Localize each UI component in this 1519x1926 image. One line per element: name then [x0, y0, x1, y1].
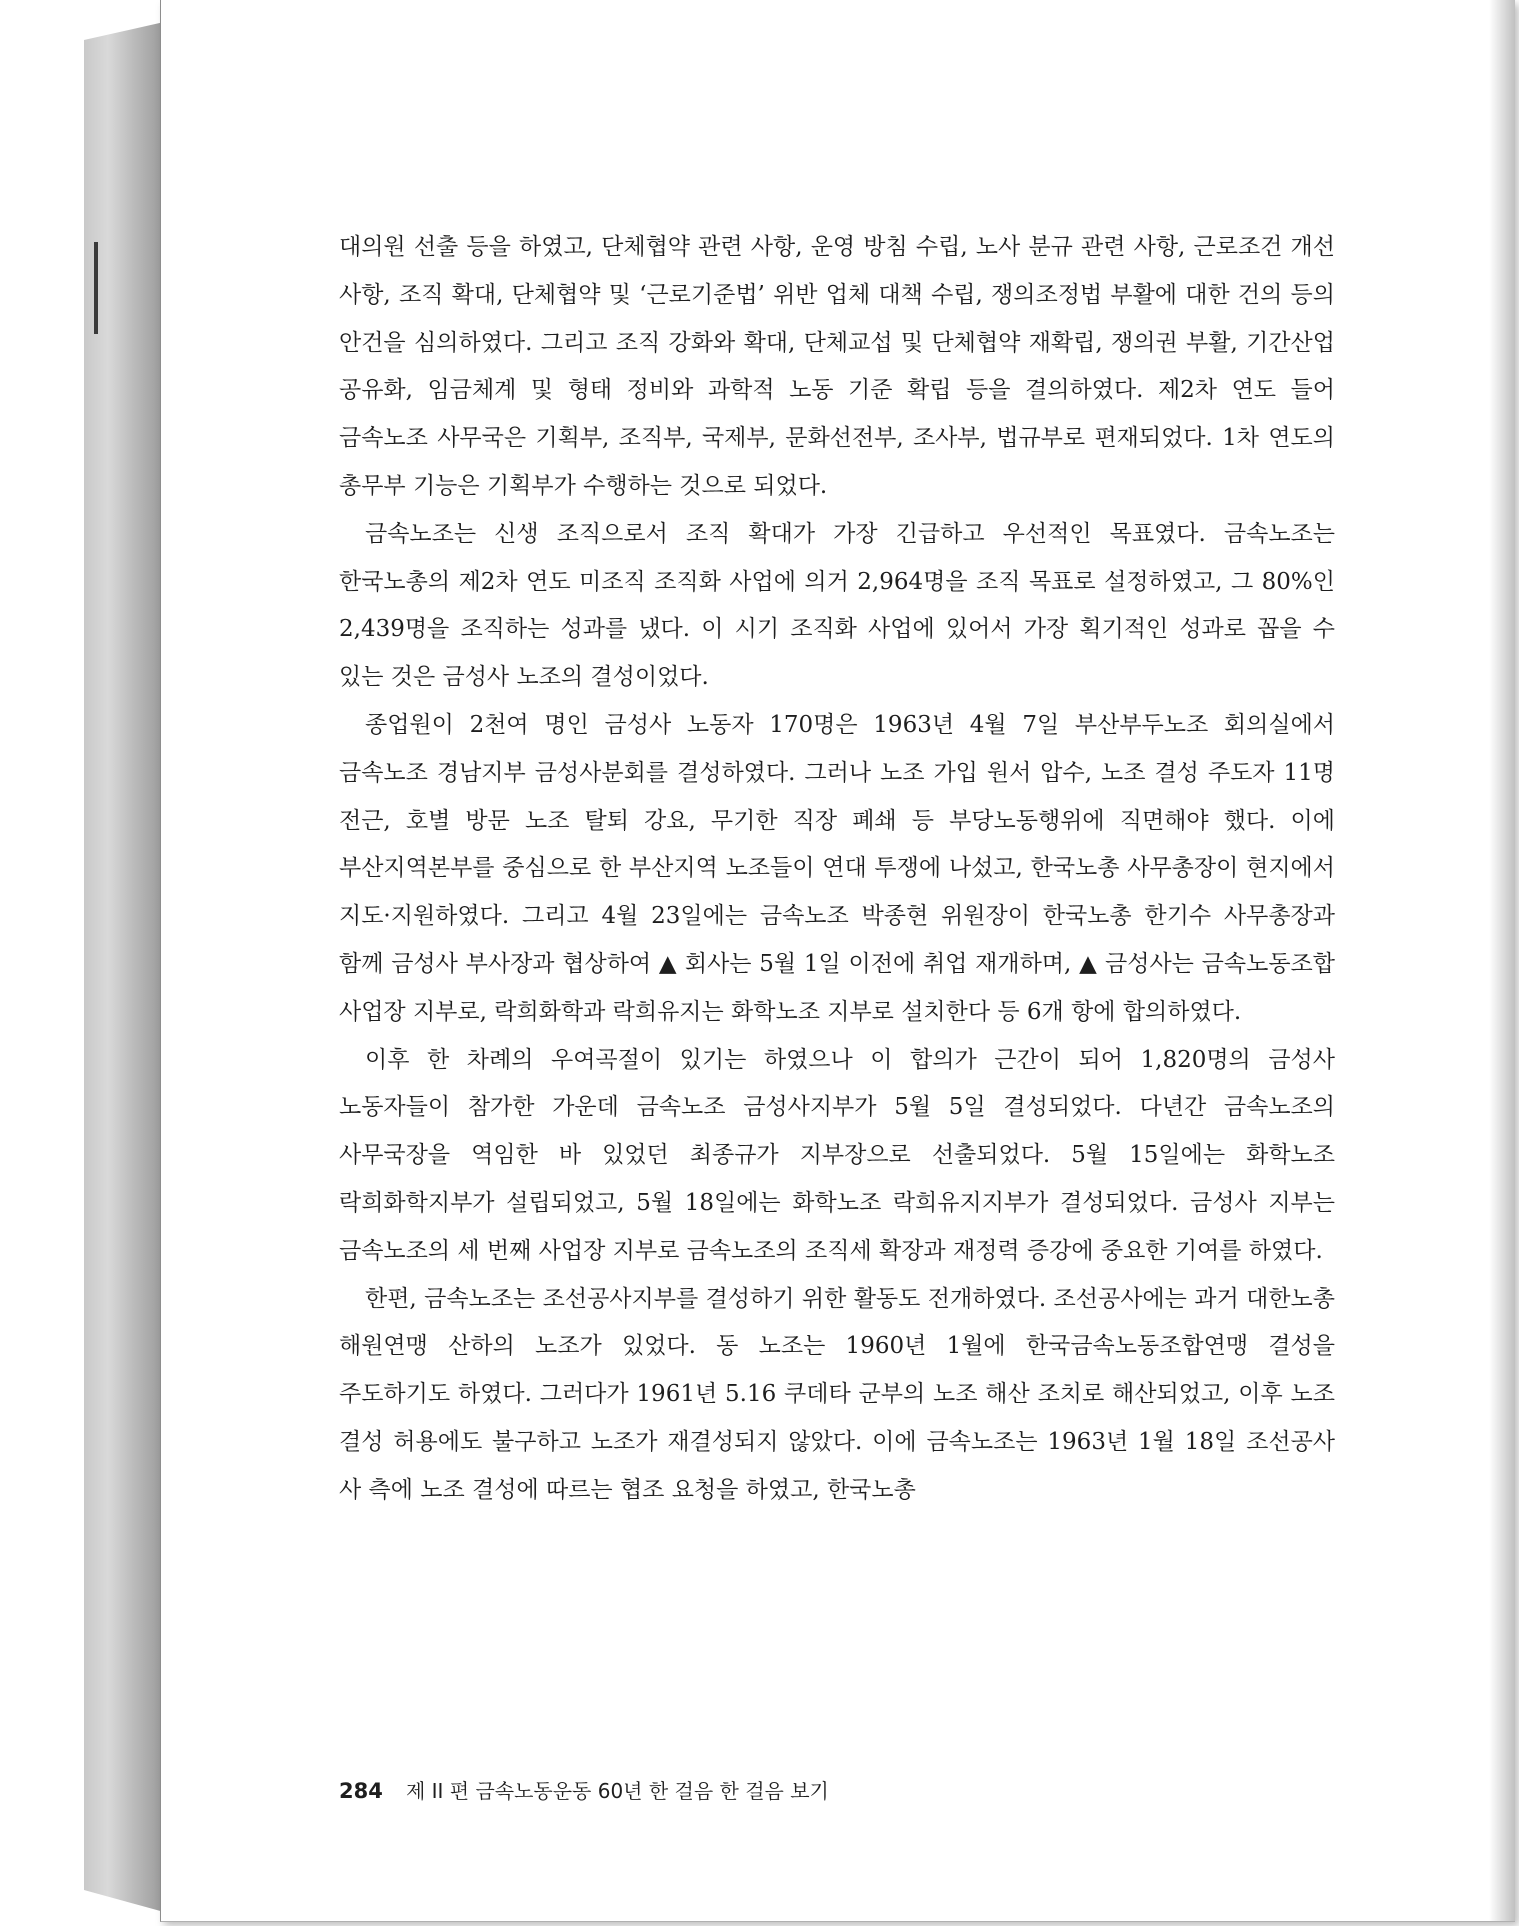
body-text [339, 224, 1335, 1515]
bookmark-ribbon [94, 242, 98, 334]
page-gutter-shadow [1489, 0, 1515, 1921]
paragraph-3: 종업원이 2천여 명인 금성사 노동자 170명은 1963년 4월 7일 부산부두노조 회의실에서 금속노조 경남지부 금성사분회를 결성하였다. 그러나 노조 가입 원서 압수, 노조 결성 주도자 11명 전근, 호별 방문 노조 탈퇴 강요, 무기한 직장 폐쇄 등 부당노동행위에 직면해야 했다. 이에 부산지역본부를 중심으로 한 부산지역 노조들이 연대 투쟁에 나섰고, 한국노총 사무총장이 현지에서 지도·지원하였다. 그리고 4월 23일에는 금속노조 박종현 위원장이 한국노총 한기수 사무총장과 함께 금성사 부사장과 협상하여 ▲ 회사는 5월 1일 이전에 취업 재개하며, ▲ 금성사는 금속노동조합 사업장 지부로, 락희화학과 락희유지는 화학노조 지부로 설치한다 등 6개 항에 합의하였다. [339, 711, 1335, 1025]
paragraph-4: 이후 한 차례의 우여곡절이 있기는 하였으나 이 합의가 근간이 되어 1,820명의 금성사 노동자들이 참가한 가운데 금속노조 금성사지부가 5월 5일 결성되었다. 다년간 금속노조의 사무국장을 역임한 바 있었던 최종규가 지부장으로 선출되었다. 5월 15일에는 화학노조 락희화학지부가 설립되었고, 5월 18일에는 화학노조 락희유지지부가 결성되었다. 금성사 지부는 금속노조의 세 번째 사업장 지부로 금속노조의 조직세 확장과 재정력 증강에 중요한 기여를 하였다. [339, 1046, 1335, 1264]
paragraph-5: 한편, 금속노조는 조선공사지부를 결성하기 위한 활동도 전개하였다. 조선공사에는 과거 대한노총 해원연맹 산하의 노조가 있었다. 동 노조는 1960년 1월에 한국금속노동조합연맹 결성을 주도하기도 하였다. 그러다가 1961년 5.16 쿠데타 군부의 노조 해산 조치로 해산되었고, 이후 노조 결성 허용에도 불구하고 노조가 재결성되지 않았다. 이에 금속노조는 1963년 1월 18일 조선공사 사 측에 노조 결성에 따르는 협조 요청을 하였고, 한국노총 [339, 1285, 1335, 1503]
page-number: 284 [339, 1779, 383, 1803]
page-footer [339, 1775, 829, 1804]
paragraph-1: 대의원 선출 등을 하였고, 단체협약 관련 사항, 운영 방침 수립, 노사 분규 관련 사항, 근로조건 개선 사항, 조직 확대, 단체협약 및 ‘근로기준법’ 위반 업체 대책 수립, 쟁의조정법 부활에 대한 건의 등의 안건을 심의하였다. 그리고 조직 강화와 확대, 단체교섭 및 단체협약 재확립, 쟁의권 부활, 기간산업 공유화, 임금체계 및 형태 정비와 과학적 노동 기준 확립 등을 결의하였다. 제2차 연도 들어 금속노조 사무국은 기획부, 조직부, 국제부, 문화선전부, 조사부, 법규부로 편재되었다. 1차 연도의 총무부 기능은 기획부가 수행하는 것으로 되었다. [339, 234, 1335, 499]
book-page [160, 0, 1515, 1922]
running-footer-title: 제 II 편 금속노동운동 60년 한 걸음 한 걸음 보기 [405, 1779, 829, 1803]
paragraph-2: 금속노조는 신생 조직으로서 조직 확대가 가장 긴급하고 우선적인 목표였다. 금속노조는 한국노총의 제2차 연도 미조직 조직화 사업에 의거 2,964명을 조직 목표로 설정하였고, 그 80%인 2,439명을 조직하는 성과를 냈다. 이 시기 조직화 사업에 있어서 가장 획기적인 성과로 꼽을 수 있는 것은 금성사 노조의 결성이었다. [339, 520, 1335, 691]
